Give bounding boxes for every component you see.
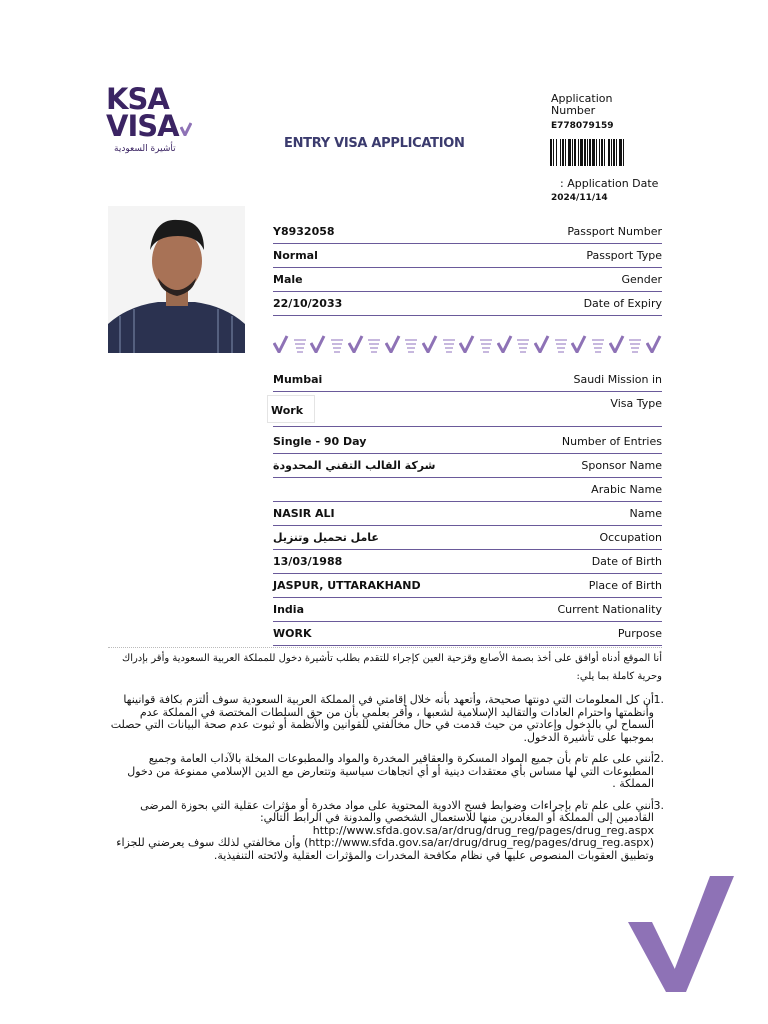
arabic-name-row (273, 478, 662, 502)
checkmark-icon (310, 335, 326, 353)
visa-type-divider (273, 426, 662, 427)
occupation-label: Occupation (599, 531, 662, 544)
item-number: .2 (653, 752, 664, 765)
page-title: ENTRY VISA APPLICATION (284, 136, 465, 151)
application-date-label: : Application Date (560, 177, 659, 190)
gender-value: Male (273, 273, 303, 286)
sponsor-value: شركة القالب التقني المحدودة (273, 459, 436, 472)
application-date: 2024/11/14 (551, 193, 608, 203)
checkmark-icon (422, 335, 438, 353)
checkmark-icon (366, 335, 382, 353)
logo-line-2: VISA (106, 113, 196, 140)
item-number: .1 (653, 693, 664, 706)
declaration-item (108, 753, 664, 791)
applicant-photo (108, 206, 245, 353)
visa-type-row (273, 392, 662, 426)
item-text: أنني على علم تام بإجراءات وضوابط فسح الادوية المحتوية على مواد مخدرة أو مؤثرات عقلية التي بحوزة المرضى القادمين إلى المملكة أو المغادرين منها للاستعمال الشخصي والمدونة في الرابط التالي: http://www.sfda.gov.sa/ar/drug/drug_reg/pages/drug_reg.aspx (http://www.sfda.gov.sa/ar/drug/drug_reg/pages/drug_reg.aspx) وأن مخالفتي لذلك سوف يعرضني للجزاء وتطبيق العقوبات المنصوص عليها في نظام مكافحة المخدرات والمؤثرات العقلية ولائحته التنفيذية. (116, 798, 654, 862)
purpose-label: Purpose (617, 627, 662, 640)
checkmark-icon (292, 335, 308, 353)
sponsor-row (273, 454, 662, 478)
checkmark-pattern (273, 335, 662, 355)
logo-arabic-text: تأشيرة السعودية (114, 144, 176, 154)
pob-row (273, 574, 662, 598)
checkmark-icon (590, 335, 606, 353)
checkmark-icon (329, 335, 345, 353)
visa-type-label: Visa Type (610, 397, 662, 410)
passport-number-value: Y8932058 (273, 225, 335, 238)
name-value: NASIR ALI (273, 507, 335, 520)
dob-label: Date of Birth (591, 555, 662, 568)
visa-type-value: Work (271, 404, 304, 417)
dob-row (273, 550, 662, 574)
checkmark-icon (646, 335, 662, 353)
gender-row (273, 268, 662, 292)
sponsor-label: Sponsor Name (581, 459, 662, 472)
nationality-value: India (273, 603, 304, 616)
checkmark-icon (534, 335, 550, 353)
entries-value: Single - 90 Day (273, 435, 367, 448)
passport-type-row (273, 244, 662, 268)
nationality-row (273, 598, 662, 622)
item-text: أنني على علم تام بأن جميع المواد المسكرة والعقاقير المخدرة والمواد والمطبوعات المخلة بالآداب العامة وجميع المطبوعات التي لها مساس بأي معتقدات دينية أو أي اتجاهات سياسية وتتعارض مع الدين الإسلامي ممنوعة من دخول المملكة . (127, 752, 654, 790)
purpose-value: WORK (273, 627, 312, 640)
occupation-value: عامل تحميل وتنزيل (273, 531, 379, 544)
pob-value: JASPUR, UTTARAKHAND (273, 579, 421, 592)
application-number: E778079159 (551, 121, 614, 131)
declaration-list (108, 694, 664, 871)
declaration-item (108, 694, 664, 744)
checkmark-icon (403, 335, 419, 353)
visa-type-value-box (267, 395, 315, 423)
expiry-value: 22/10/2033 (273, 297, 343, 310)
pob-label: Place of Birth (588, 579, 662, 592)
declaration-intro: أنا الموقع أدناه أوافق على أخذ بصمة الأصابع وقزحية العين كإجراء للتقدم بطلب تأشيرة دخول للمملكة العربية السعودية وأقر بإدراك وحرية كاملة بما يلي: (121, 653, 662, 682)
logo-line-1: KSA (106, 82, 169, 116)
mission-label: Saudi Mission in (573, 373, 662, 386)
passport-type-label: Passport Type (586, 249, 662, 262)
entries-label: Number of Entries (561, 435, 662, 448)
checkmark-icon (571, 335, 587, 353)
name-label: Name (629, 507, 662, 520)
entries-row (273, 430, 662, 454)
purpose-row (273, 622, 662, 646)
checkmark-icon (385, 335, 401, 353)
expiry-label: Date of Expiry (583, 297, 662, 310)
item-number: .3 (653, 798, 664, 812)
gender-label: Gender (621, 273, 662, 286)
mission-value: Mumbai (273, 373, 323, 386)
expiry-row (273, 292, 662, 316)
checkmark-icon (515, 335, 531, 353)
nationality-label: Current Nationality (557, 603, 662, 616)
checkmark-icon (441, 335, 457, 353)
barcode-icon (550, 139, 663, 166)
checkmark-icon (627, 335, 643, 353)
ksa-visa-logo (106, 82, 196, 156)
checkmark-icon (459, 335, 475, 353)
occupation-row (273, 526, 662, 550)
declaration-separator (108, 647, 662, 648)
checkmark-icon (497, 335, 513, 353)
checkmark-icon (553, 335, 569, 353)
passport-type-value: Normal (273, 249, 318, 262)
mission-row (273, 368, 662, 392)
checkmark-icon (478, 335, 494, 353)
checkmark-icon (273, 335, 289, 353)
dob-value: 13/03/1988 (273, 555, 343, 568)
declaration-item (108, 800, 664, 863)
checkmark-watermark-icon (628, 876, 734, 992)
name-row (273, 502, 662, 526)
checkmark-icon (348, 335, 364, 353)
arabic-name-label: Arabic Name (591, 483, 662, 496)
passport-number-label: Passport Number (567, 225, 662, 238)
item-text: أن كل المعلومات التي دونتها صحيحة، وأتعهد بأنه خلال إقامتي في المملكة العربية السعودية سوف ألتزم بكافة قوانينها وأنظمتها واحترام العادات والتقاليد الإسلامية لشعبها ، وأقر بعلمي بأن من حق السلطات المختصة في المملكة عدم السماح لي بالدخول وإعادتي من حيث قدمت في حال مخالفتي للقوانين والأنظمة أو ثبوت عدم صحة البيانات التي حصلت بموجبها على تأشيرة الدخول. (110, 693, 654, 744)
passport-number-row (273, 220, 662, 244)
application-number-label: Application Number (551, 92, 613, 117)
checkmark-icon (609, 335, 625, 353)
